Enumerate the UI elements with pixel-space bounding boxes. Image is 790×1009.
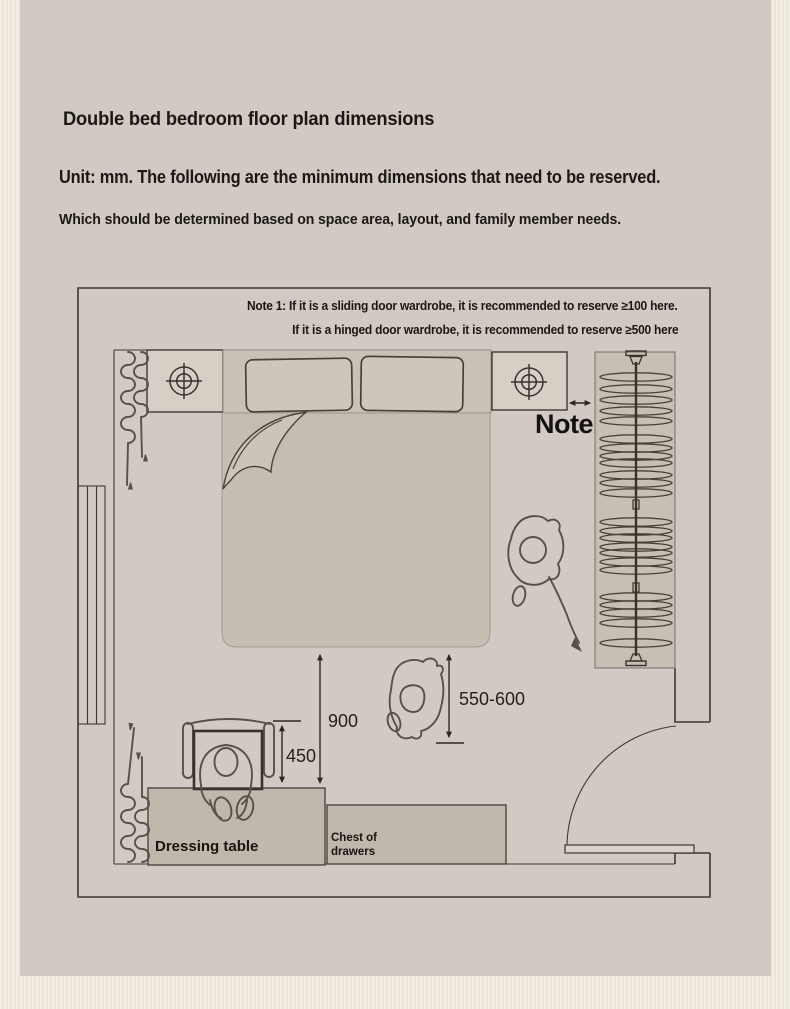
double-bed <box>222 350 491 647</box>
person-at-wardrobe <box>508 516 582 652</box>
dimension-label-450: 450 <box>286 746 317 766</box>
pillow-right <box>361 356 464 411</box>
page-title: Double bed bedroom floor plan dimensions <box>63 108 435 130</box>
curtain-symbol-bottom <box>121 728 149 862</box>
dressing-table-label: Dressing table <box>155 838 259 855</box>
chest-of-drawers-label: Chest of drawers <box>331 832 377 858</box>
dimension-label-900: 900 <box>328 711 359 731</box>
page-subtitle: Unit: mm. The following are the minimum dimensions that need to be reserved. <box>59 167 661 187</box>
window <box>78 486 105 724</box>
nightstand-left <box>147 350 223 412</box>
pillow-left <box>246 358 353 412</box>
curtain-symbol-top <box>121 352 148 485</box>
wardrobe-note-line-2: If it is a hinged door wardrobe, it is recommended to reserve ≥500 here <box>291 323 678 337</box>
note-callout: Note <box>535 409 593 439</box>
dimension-label-550-600: 550-600 <box>459 689 526 709</box>
door <box>565 726 694 853</box>
wardrobe-note-line-1: Note 1: If it is a sliding door wardrobe, it is recommended to reserve ≥100 here. <box>247 299 678 313</box>
page-caption: Which should be determined based on space area, layout, and family member needs. <box>59 211 622 228</box>
door-leaf <box>565 845 694 853</box>
nightstand-right <box>492 352 567 410</box>
person-walking <box>385 659 443 739</box>
wardrobe <box>595 351 675 668</box>
door-swing-arc <box>567 726 676 845</box>
